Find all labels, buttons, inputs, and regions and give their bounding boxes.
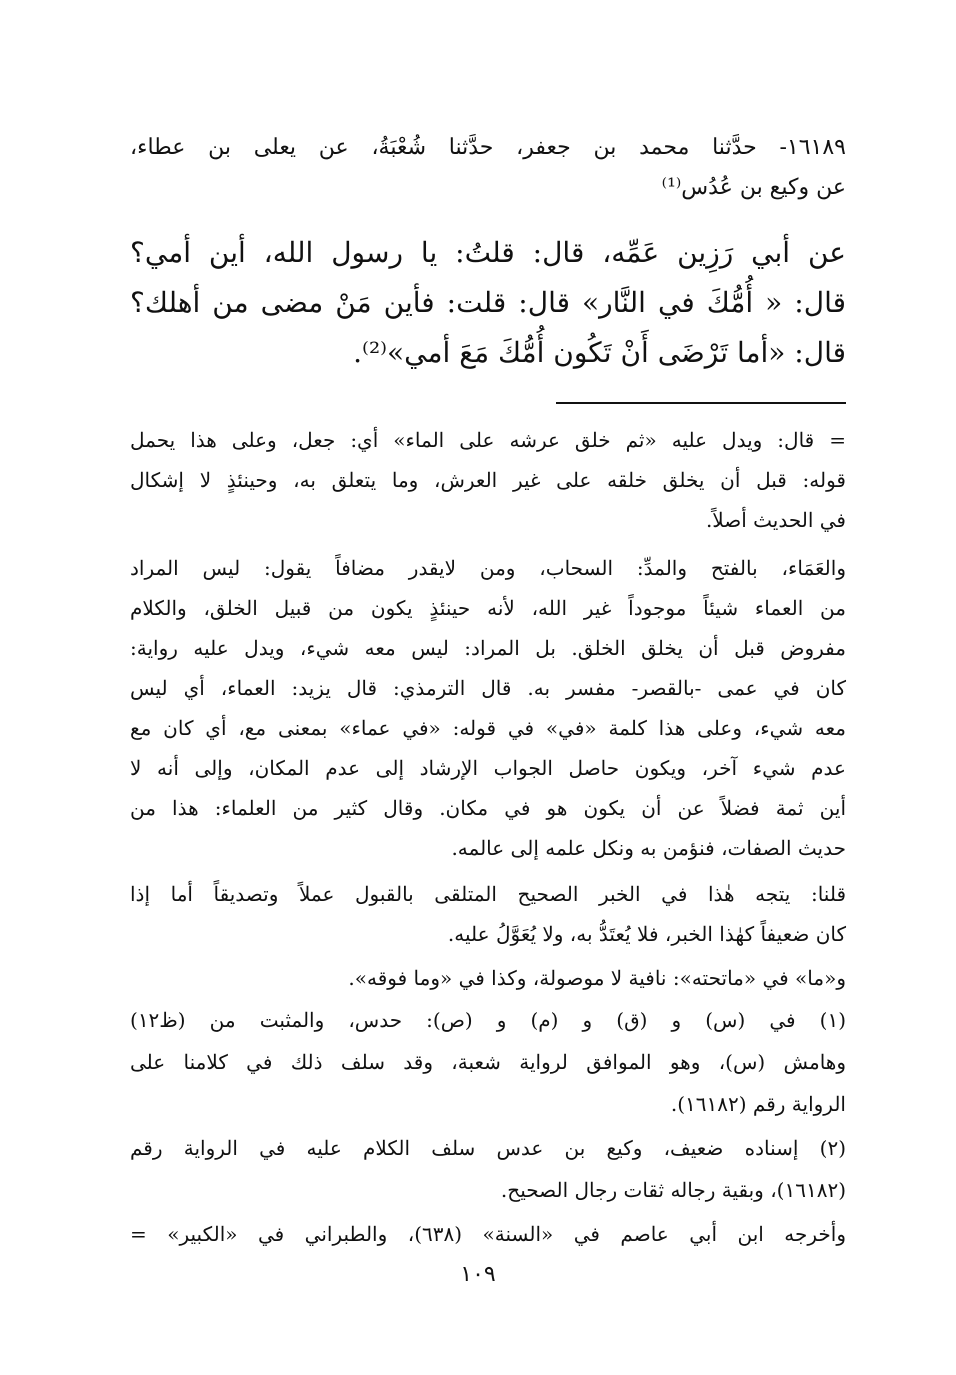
hadith-text-line-2: قال: « أُمُّكَ في النَّار» قال: قلت: فأين مَنْ مضى من أهلك؟ bbox=[130, 286, 846, 319]
footnote-line: والعَمَاء، بالفتح والمدِّ: السحاب، ومن لايقدر مضافاً يقول: ليس المراد bbox=[130, 556, 846, 580]
footnote-line: (٢) إسناده ضعيف، وكيع بن عدس سلف الكلام عليه في الرواية رقم bbox=[130, 1136, 846, 1160]
footnote-line: مفروض قبل أن يخلق الخلق. بل المراد: ليس معه شيء، ويدل عليه رواية: bbox=[130, 636, 846, 660]
hadith-text-line-1: عن أبي رَزِين عَمِّه، قال: قلتُ: يا رسول الله، أين أمي؟ bbox=[130, 236, 846, 269]
footnote-line: معه شيء، وعلى هذا كلمة «في» في قوله: «في عماء» بمعنى مع، أي كان مع bbox=[130, 716, 846, 740]
footnote-separator bbox=[556, 402, 846, 404]
footnote-line: كان ضعيفاً كهٰذا الخبر، فلا يُعتَدُّ به، ولا يُعَوَّلُ عليه. bbox=[447, 922, 846, 946]
footnote-line: قوله: قبل أن يخلق خلقه على غير العرش، وما يتعلق به، وحينئذٍ لا إشكال bbox=[130, 468, 846, 492]
hadith-chain-line-2: عن وكيع بن عُدُس⁽¹⁾ bbox=[661, 175, 846, 200]
footnote-line: من العماء شيئاً موجوداً غير الله، لأنه حينئذٍ يكون من قبيل الخلق، والكلام bbox=[130, 596, 846, 620]
footnote-line: حديث الصفات، فنؤمن به ونكل علمه إلى عالمه. bbox=[451, 836, 846, 860]
footnote-line: قلنا: يتجه هٰذا في الخبر الصحيح المتلقى بالقبول عملاً وتصديقاً أما إذا bbox=[130, 882, 846, 906]
footnote-line: في الحديث أصلاً. bbox=[705, 508, 846, 532]
footnote-line: وأخرجه ابن أبي عاصم في «السنة» (٦٣٨)، والطبراني في «الكبير» = bbox=[130, 1222, 846, 1246]
footnote-line: (١) في (س) و (ق) و (م) و (ص): حدس، والمثبت من (ظ١٢) bbox=[130, 1008, 846, 1032]
footnote-line: و«ما» في «ماتحته»: نافية لا موصولة، وكذا في «وما فوقه». bbox=[348, 966, 846, 990]
footnote-line: عدم شيء آخر، ويكون حاصل الجواب الإرشاد إلى عدم المكان، وإلى أنه لا bbox=[130, 756, 846, 780]
hadith-chain-line-1: ١٦١٨٩- حدَّثنا محمد بن جعفر، حدَّثنا شُعْبَةُ، عن يعلى بن عطاء، bbox=[130, 135, 846, 160]
footnote-line: كان في عمى -بالقصر- مفسر به. قال الترمذي: قال يزيد: العماء، أي ليس bbox=[130, 676, 846, 700]
footnote-line: أين ثمة فضلاً عن أن يكون هو في مكان. وقال كثير من العلماء: هذا من bbox=[130, 796, 846, 820]
footnote-line: وهامش (س)، وهو الموافق لرواية شعبة، وقد سلف ذلك في كلامنا على bbox=[130, 1050, 846, 1074]
hadith-text-line-3: قال: «أما تَرْضَى أَنْ تَكُون أُمُّكَ مَعَ أمي»⁽²⁾. bbox=[353, 336, 846, 369]
footnote-line: الرواية رقم (١٦١٨٢). bbox=[670, 1092, 846, 1116]
footnote-line: (١٦١٨٢)، وبقية رجاله ثقات رجال الصحيح. bbox=[500, 1178, 846, 1202]
page-number: ١٠٩ bbox=[460, 1262, 496, 1287]
footnote-line: = قال: ويدل عليه «ثم خلق عرشه على الماء» أي: جعل، وعلى هذا يحمل bbox=[130, 428, 846, 452]
